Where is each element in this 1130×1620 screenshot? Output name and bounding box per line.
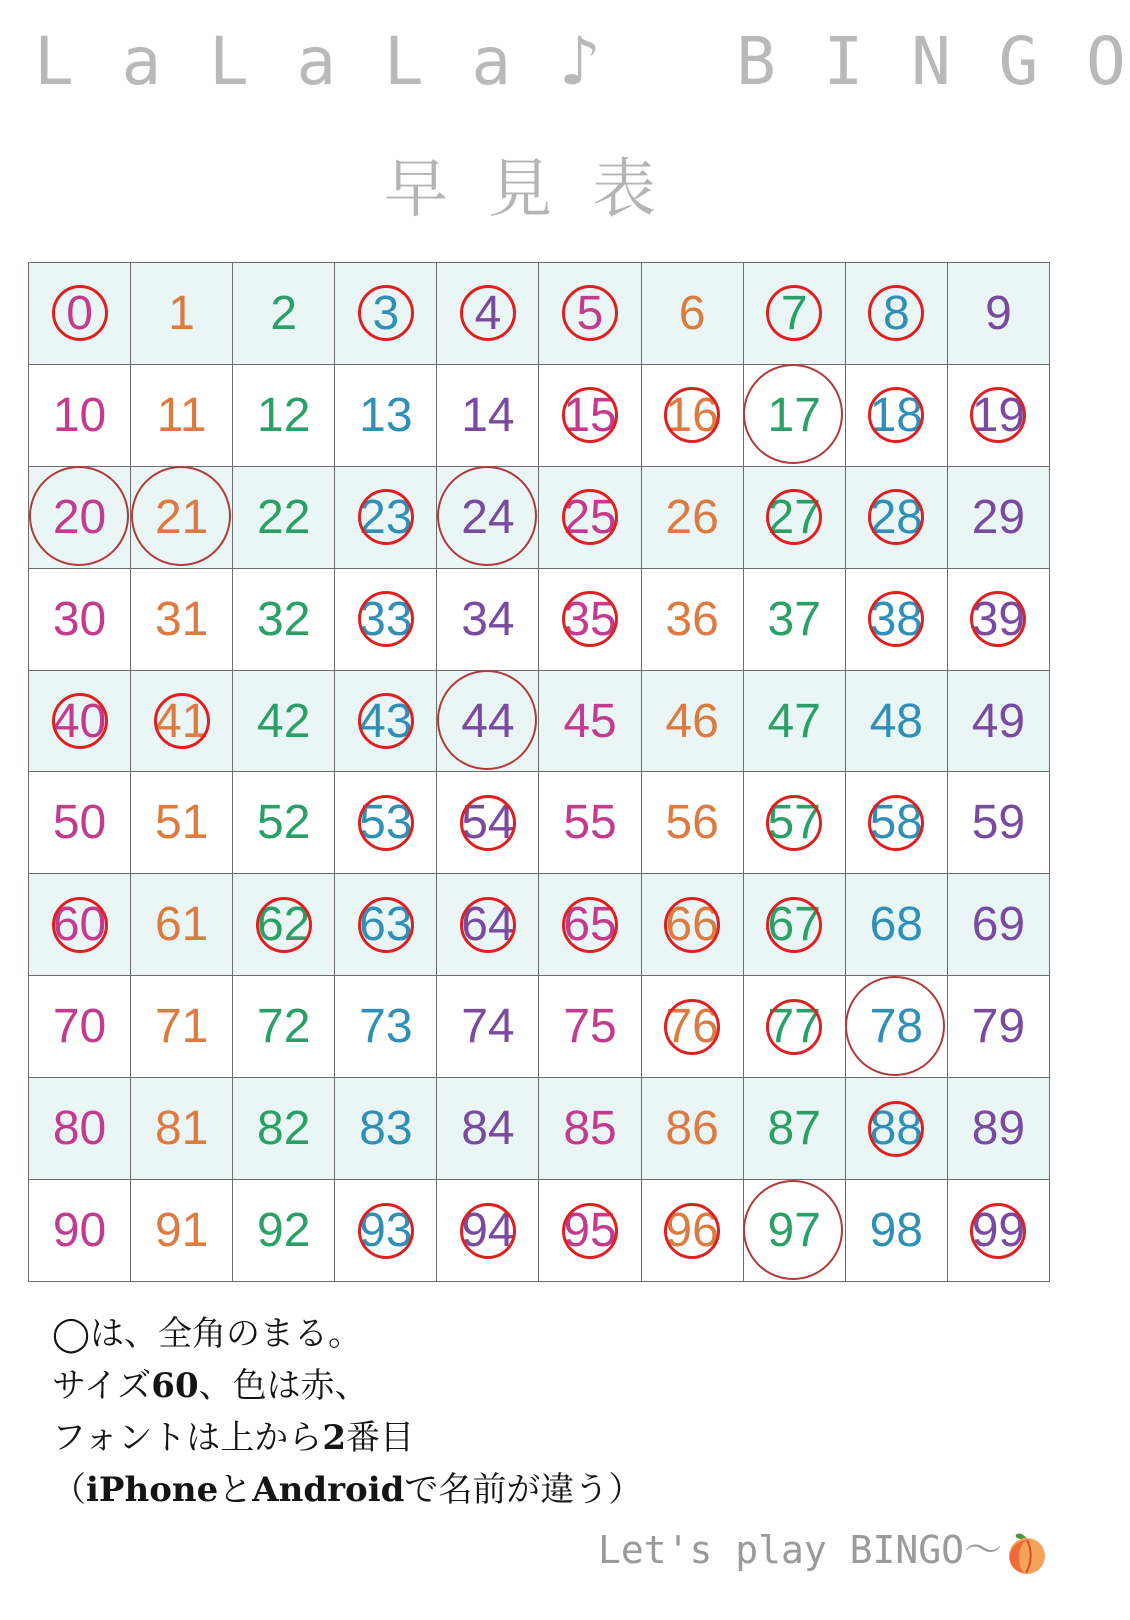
grid-cell xyxy=(335,976,437,1078)
grid-cell xyxy=(29,568,131,670)
grid-cell xyxy=(845,1180,947,1282)
page-subtitle: 早見表 xyxy=(384,153,696,227)
grid-number: 38 xyxy=(869,592,923,646)
grid-cell xyxy=(335,364,437,466)
grid-cell xyxy=(233,772,335,874)
grid-number: 67 xyxy=(767,898,821,952)
grid-cell xyxy=(437,1078,539,1180)
grid-cell xyxy=(845,364,947,466)
grid-row xyxy=(29,263,1050,365)
note-text: ◯は、全角のまる。 xyxy=(52,1314,363,1354)
note-bold-text: 60 xyxy=(151,1366,199,1406)
grid-number: 13 xyxy=(359,388,413,442)
grid-cell xyxy=(233,263,335,365)
grid-cell xyxy=(947,466,1049,568)
grid-number: 8 xyxy=(882,286,910,340)
grid-cell xyxy=(947,772,1049,874)
grid-number: 0 xyxy=(66,286,93,340)
grid-cell xyxy=(641,976,743,1078)
grid-number: 55 xyxy=(563,796,617,850)
grid-cell xyxy=(539,772,641,874)
grid-number: 75 xyxy=(563,1000,617,1054)
grid-number: 33 xyxy=(359,592,413,646)
grid-number: 22 xyxy=(257,490,311,544)
grid-number: 92 xyxy=(257,1204,311,1257)
note-text: 、色は赤、 xyxy=(198,1366,369,1406)
grid-number: 34 xyxy=(461,592,515,646)
music-note-icon: ♪ xyxy=(558,23,605,100)
grid-cell xyxy=(641,670,743,772)
grid-number: 37 xyxy=(767,592,821,646)
grid-cell xyxy=(233,466,335,568)
grid-number: 66 xyxy=(665,898,719,952)
grid-number: 2 xyxy=(270,286,298,340)
grid-cell xyxy=(641,772,743,874)
grid-number: 71 xyxy=(154,1000,209,1054)
instruction-note xyxy=(52,1308,642,1516)
grid-number: 69 xyxy=(971,898,1026,952)
grid-cell xyxy=(539,466,641,568)
grid-number: 27 xyxy=(767,490,821,544)
grid-number: 46 xyxy=(665,694,719,748)
grid-cell xyxy=(233,364,335,466)
grid-cell xyxy=(29,772,131,874)
grid-cell xyxy=(845,263,947,365)
grid-number: 21 xyxy=(154,490,209,544)
grid-cell xyxy=(947,1180,1049,1282)
grid-number: 5 xyxy=(576,286,604,340)
grid-number: 7 xyxy=(780,286,808,340)
grid-cell xyxy=(335,772,437,874)
grid-cell xyxy=(437,568,539,670)
grid-number: 12 xyxy=(257,388,311,442)
grid-cell xyxy=(641,466,743,568)
note-bold-text: 2 xyxy=(322,1418,346,1458)
grid-cell xyxy=(29,670,131,772)
grid-number: 43 xyxy=(359,694,413,748)
grid-number: 10 xyxy=(52,388,107,442)
grid-cell xyxy=(947,976,1049,1078)
grid-cell xyxy=(743,670,845,772)
grid-number: 49 xyxy=(971,694,1026,748)
title-lalala: L a L a L a xyxy=(34,23,559,100)
grid-number: 24 xyxy=(461,490,515,544)
grid-number: 36 xyxy=(665,592,719,646)
grid-cell xyxy=(743,1180,845,1282)
grid-number: 70 xyxy=(52,1000,107,1054)
grid-cell xyxy=(845,976,947,1078)
grid-cell xyxy=(233,568,335,670)
grid-number: 15 xyxy=(563,388,617,442)
grid-number: 45 xyxy=(563,694,617,748)
grid-cell xyxy=(335,466,437,568)
grid-number: 82 xyxy=(257,1102,311,1156)
grid-cell xyxy=(539,263,641,365)
grid-row xyxy=(29,670,1050,772)
grid-cell xyxy=(539,874,641,976)
grid-number: 42 xyxy=(257,694,311,748)
grid-cell xyxy=(539,1078,641,1180)
grid-cell xyxy=(131,263,233,365)
grid-cell xyxy=(233,670,335,772)
grid-cell xyxy=(29,874,131,976)
grid-cell xyxy=(131,1180,233,1282)
title-spacer xyxy=(605,23,736,100)
grid-cell xyxy=(743,976,845,1078)
grid-cell xyxy=(947,874,1049,976)
grid-number: 85 xyxy=(563,1102,617,1156)
grid-number: 72 xyxy=(257,1000,311,1054)
grid-cell xyxy=(131,874,233,976)
grid-number: 25 xyxy=(563,490,617,544)
grid-number: 84 xyxy=(461,1102,515,1156)
grid-number: 17 xyxy=(767,388,821,442)
grid-cell xyxy=(539,976,641,1078)
grid-cell xyxy=(947,568,1049,670)
grid-cell xyxy=(845,772,947,874)
grid-number: 68 xyxy=(869,898,923,952)
bingo-number-grid xyxy=(28,262,1050,1282)
grid-cell xyxy=(641,1180,743,1282)
grid-number: 94 xyxy=(461,1204,515,1257)
grid-cell xyxy=(845,670,947,772)
grid-number: 30 xyxy=(52,592,107,646)
grid-cell xyxy=(335,670,437,772)
note-text: サイズ xyxy=(52,1366,152,1406)
grid-cell xyxy=(743,263,845,365)
grid-number: 77 xyxy=(767,1000,821,1054)
grid-number: 97 xyxy=(767,1204,821,1257)
grid-number: 40 xyxy=(52,694,107,748)
grid-row xyxy=(29,874,1050,976)
grid-cell xyxy=(539,1180,641,1282)
grid-number: 23 xyxy=(359,490,413,544)
grid-cell xyxy=(29,1180,131,1282)
grid-number: 62 xyxy=(257,898,311,952)
grid-cell xyxy=(437,364,539,466)
grid-cell xyxy=(131,772,233,874)
grid-number: 59 xyxy=(971,796,1026,850)
grid-cell xyxy=(845,466,947,568)
grid-number: 56 xyxy=(665,796,719,850)
grid-cell xyxy=(641,263,743,365)
grid-number: 29 xyxy=(971,490,1026,544)
grid-number: 74 xyxy=(461,1000,515,1054)
grid-cell xyxy=(845,568,947,670)
grid-number: 58 xyxy=(869,796,923,850)
grid-number: 20 xyxy=(52,490,107,544)
grid-number: 98 xyxy=(869,1204,923,1257)
grid-cell xyxy=(335,263,437,365)
grid-number: 31 xyxy=(154,592,209,646)
grid-number: 41 xyxy=(154,694,209,748)
note-text: 番目 xyxy=(345,1418,414,1458)
grid-cell xyxy=(743,466,845,568)
grid-row xyxy=(29,466,1050,568)
grid-cell xyxy=(233,1078,335,1180)
grid-number: 18 xyxy=(869,388,923,442)
grid-cell xyxy=(233,976,335,1078)
note-line-2 xyxy=(52,1360,642,1412)
grid-row xyxy=(29,568,1050,670)
grid-number: 99 xyxy=(971,1204,1026,1257)
grid-cell xyxy=(539,670,641,772)
grid-number: 73 xyxy=(359,1000,413,1054)
footer-slogan: Let's play BINGO～ xyxy=(598,1528,1003,1572)
grid-number: 96 xyxy=(665,1204,719,1257)
note-text: フォントは上から xyxy=(52,1418,323,1458)
grid-number: 78 xyxy=(869,1000,923,1054)
grid-cell xyxy=(743,874,845,976)
grid-number: 14 xyxy=(461,388,515,442)
grid-cell xyxy=(641,364,743,466)
peach-icon xyxy=(1002,1527,1052,1577)
grid-cell xyxy=(335,1180,437,1282)
grid-cell xyxy=(437,1180,539,1282)
grid-number: 11 xyxy=(156,388,207,442)
grid-number: 50 xyxy=(52,796,107,850)
grid-cell xyxy=(131,364,233,466)
grid-cell xyxy=(437,263,539,365)
grid-cell xyxy=(335,874,437,976)
grid-cell xyxy=(131,466,233,568)
grid-number: 44 xyxy=(461,694,515,748)
grid-number: 81 xyxy=(154,1102,209,1156)
note-text: で名前が違う） xyxy=(404,1470,643,1510)
grid-number: 9 xyxy=(985,286,1012,340)
grid-row xyxy=(29,364,1050,466)
grid-number: 88 xyxy=(869,1102,923,1156)
grid-cell xyxy=(845,874,947,976)
grid-cell xyxy=(29,364,131,466)
grid-cell xyxy=(947,670,1049,772)
note-line-3 xyxy=(52,1412,642,1464)
grid-cell xyxy=(437,466,539,568)
grid-cell xyxy=(437,670,539,772)
grid-number: 90 xyxy=(52,1204,107,1257)
grid-cell xyxy=(539,364,641,466)
grid-number: 4 xyxy=(474,286,502,340)
grid-number: 65 xyxy=(563,898,617,952)
grid-cell xyxy=(131,670,233,772)
grid-cell xyxy=(641,874,743,976)
grid-number: 91 xyxy=(154,1204,209,1257)
note-text: と xyxy=(218,1470,253,1510)
note-text: （ xyxy=(52,1470,86,1510)
grid-number: 79 xyxy=(971,1000,1026,1054)
grid-number: 93 xyxy=(359,1204,413,1257)
grid-number: 32 xyxy=(257,592,311,646)
grid-cell xyxy=(29,263,131,365)
grid-number: 52 xyxy=(257,796,311,850)
grid-cell xyxy=(845,1078,947,1180)
grid-number: 48 xyxy=(869,694,923,748)
grid-cell xyxy=(131,976,233,1078)
grid-cell xyxy=(131,1078,233,1180)
grid-number: 60 xyxy=(52,898,107,952)
grid-cell xyxy=(641,568,743,670)
grid-number: 86 xyxy=(665,1102,719,1156)
grid-cell xyxy=(743,772,845,874)
note-line-1 xyxy=(52,1308,642,1360)
grid-number: 89 xyxy=(971,1102,1026,1156)
grid-number: 54 xyxy=(461,796,515,850)
grid-cell xyxy=(437,874,539,976)
grid-cell xyxy=(29,1078,131,1180)
grid-number: 87 xyxy=(767,1102,821,1156)
grid-cell xyxy=(539,568,641,670)
grid-cell xyxy=(335,1078,437,1180)
grid-cell xyxy=(437,772,539,874)
grid-number: 19 xyxy=(971,388,1026,442)
grid-cell xyxy=(947,364,1049,466)
grid-cell xyxy=(233,874,335,976)
grid-cell xyxy=(29,466,131,568)
grid-number: 83 xyxy=(359,1102,413,1156)
grid-cell xyxy=(641,1078,743,1180)
grid-number: 64 xyxy=(461,898,515,952)
grid-cell xyxy=(947,263,1049,365)
grid-row xyxy=(29,1078,1050,1180)
grid-cell xyxy=(743,364,845,466)
grid-number: 63 xyxy=(359,898,413,952)
grid-row xyxy=(29,1180,1050,1282)
grid-row xyxy=(29,976,1050,1078)
grid-number: 1 xyxy=(168,286,195,340)
grid-number: 61 xyxy=(154,898,209,952)
grid-cell xyxy=(29,976,131,1078)
grid-number: 53 xyxy=(359,796,413,850)
grid-number: 26 xyxy=(665,490,719,544)
note-bold-text: Android xyxy=(252,1470,405,1510)
grid-cell xyxy=(743,1078,845,1180)
grid-number: 47 xyxy=(767,694,821,748)
grid-cell xyxy=(131,568,233,670)
grid-number: 16 xyxy=(665,388,719,442)
grid-number: 95 xyxy=(563,1204,617,1257)
title-bingo: B I N G O xyxy=(736,23,1130,100)
note-bold-text: iPhone xyxy=(86,1470,219,1510)
grid-number: 80 xyxy=(52,1102,107,1156)
grid-number: 57 xyxy=(767,796,821,850)
page-title xyxy=(34,22,1130,102)
grid-number: 6 xyxy=(678,286,706,340)
grid-number: 76 xyxy=(665,1000,719,1054)
grid-cell xyxy=(743,568,845,670)
grid-cell xyxy=(233,1180,335,1282)
grid-body xyxy=(29,263,1050,1282)
grid-number: 3 xyxy=(372,286,400,340)
note-line-4 xyxy=(52,1464,642,1516)
grid-number: 51 xyxy=(154,796,209,850)
grid-number: 28 xyxy=(869,490,923,544)
grid-row xyxy=(29,772,1050,874)
grid-number: 39 xyxy=(971,592,1026,646)
grid-cell xyxy=(335,568,437,670)
grid-cell xyxy=(437,976,539,1078)
grid-number: 35 xyxy=(563,592,617,646)
grid-cell xyxy=(947,1078,1049,1180)
